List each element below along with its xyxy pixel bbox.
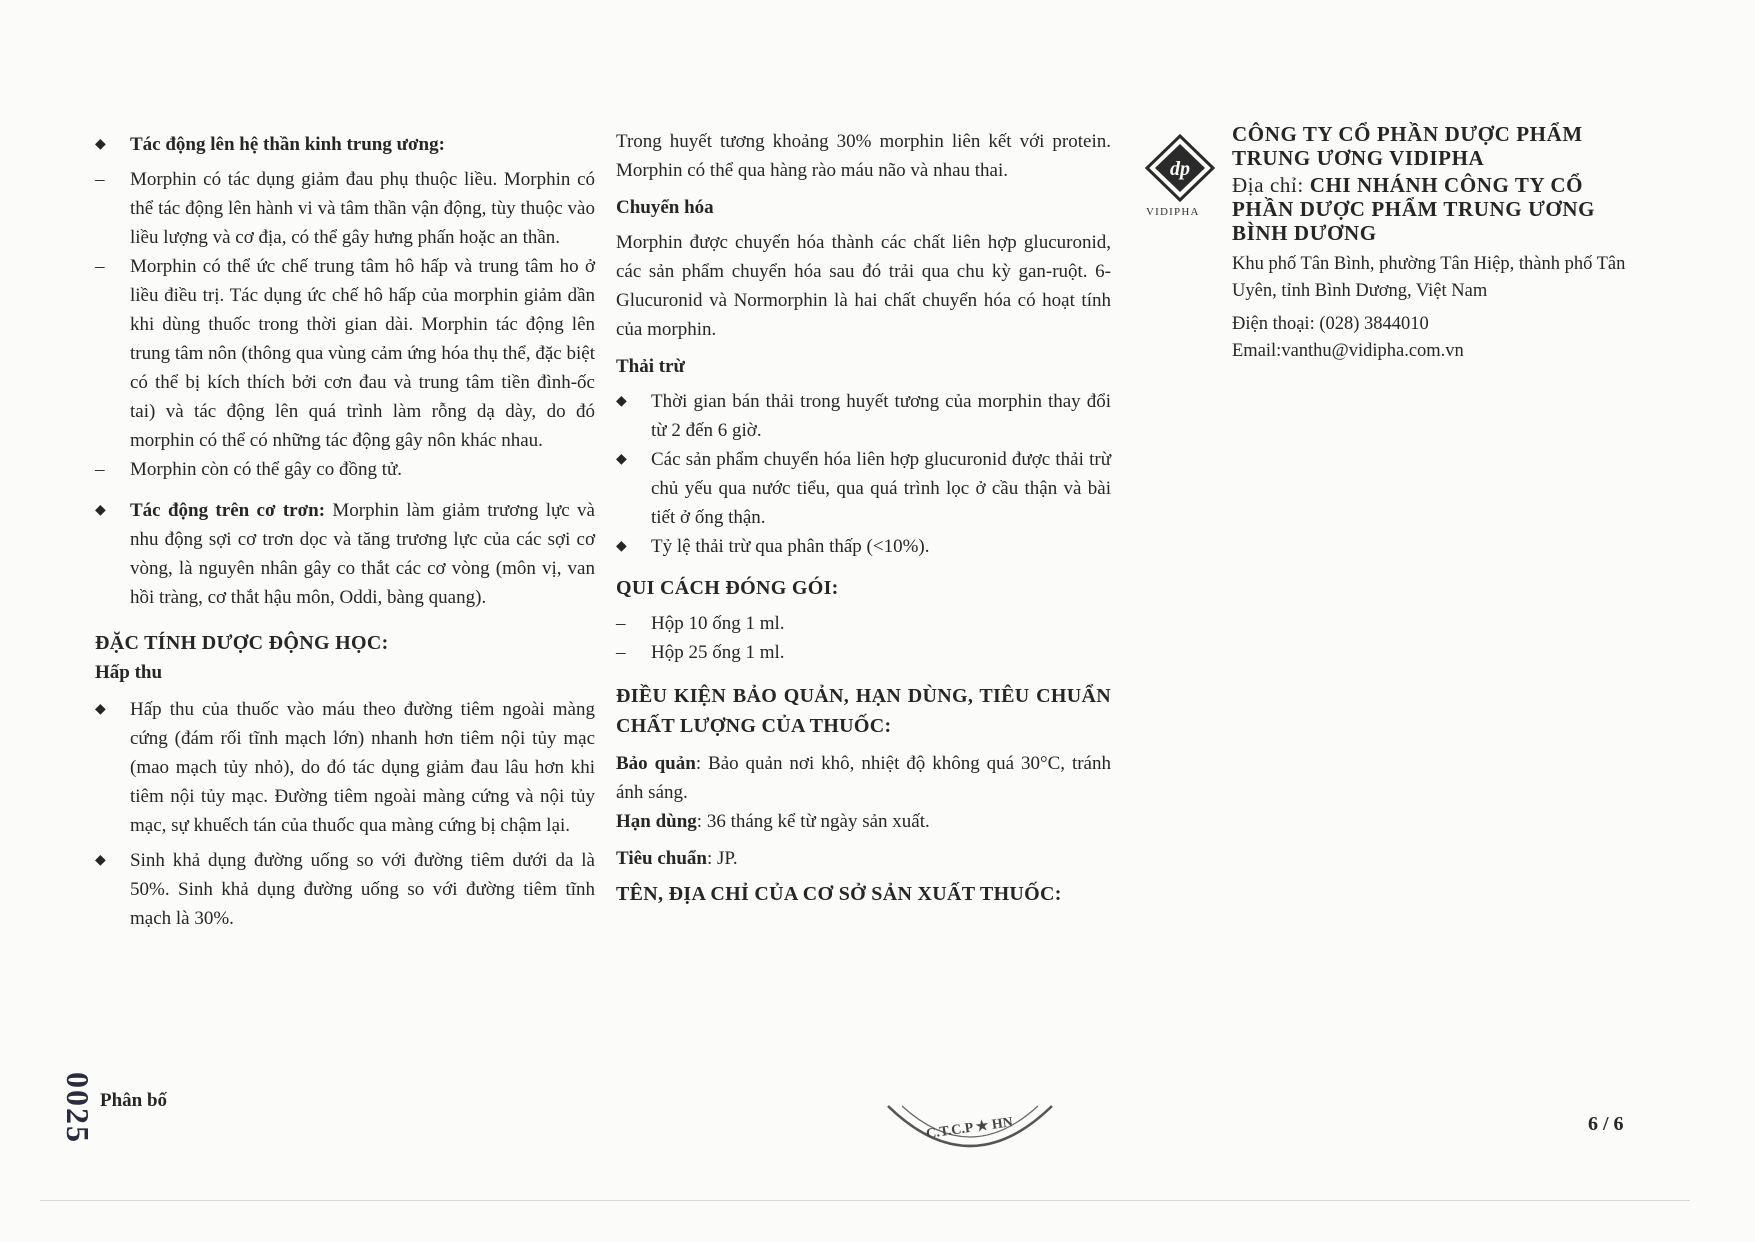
standard-paragraph bbox=[616, 844, 1111, 873]
standard-text: : JP. bbox=[707, 848, 738, 869]
stamp-text: C.T.C.P ★ HN bbox=[925, 1115, 1014, 1143]
elimination-text-1: Thời gian bán thải trong huyết tương của morphin thay đổi từ 2 đến 6 giờ. bbox=[651, 391, 1111, 441]
standard-label: Tiêu chuẩn bbox=[616, 848, 707, 869]
diamond-bullet-icon: ◆ bbox=[95, 702, 106, 717]
company-name: CÔNG TY CỔ PHẦN DƯỢC PHẨM TRUNG ƯƠNG VIDIPHA bbox=[1232, 122, 1583, 170]
elimination-heading: Thải trừ bbox=[616, 356, 685, 377]
storage-label: Bảo quản bbox=[616, 753, 696, 774]
dash-item bbox=[95, 165, 595, 252]
cns-respiratory-text: Morphin có thể ức chế trung tâm hô hấp và trung tâm ho ở liều điều trị. Tác dụng ức chế hô hấp của morphin giảm dần khi dùng thuốc trong thời gian dài. Morphin tác động lên trung tâm nôn (thông qua vùng cảm ứng hóa thụ thể, đặc biệt có thể bị kích thích bởi cơn đau và trung tâm tiền đình-ốc tai) và tác động lên quá trình làm rỗng dạ dày, do đó morphin có thể có những tác động gây nôn khác nhau. bbox=[130, 256, 595, 451]
packaging-heading: QUI CÁCH ĐÓNG GÓI: bbox=[616, 577, 839, 599]
column-left bbox=[95, 130, 595, 939]
protein-binding-text: Trong huyết tương khoảng 30% morphin liên kết với protein. Morphin có thể qua hàng rào máu não và nhau thai. bbox=[616, 131, 1111, 181]
smooth-muscle-paragraph bbox=[130, 496, 595, 612]
metabolism-heading: Chuyển hóa bbox=[616, 197, 714, 218]
storage-paragraph bbox=[616, 749, 1111, 807]
expiry-paragraph bbox=[616, 807, 1111, 836]
manufacturer-heading: TÊN, ĐỊA CHỈ CỦA CƠ SỞ SẢN XUẤT THUỐC: bbox=[616, 883, 1062, 905]
column-right bbox=[1232, 122, 1627, 365]
elimination-text-3: Tỷ lệ thải trừ qua phân thấp (<10%). bbox=[651, 536, 930, 557]
dash-marker: – bbox=[95, 169, 105, 190]
bullet-absorption-route bbox=[95, 695, 595, 840]
expiry-text: : 36 tháng kể từ ngày sản xuất. bbox=[696, 811, 930, 832]
cns-analgesia-text: Morphin có tác dụng giảm đau phụ thuộc liều. Morphin có thể tác động lên hành vi và tâm thần vận động, tùy thuộc vào liều lượng và cơ địa, có thể gây hưng phấn hoặc an thần. bbox=[130, 169, 595, 248]
diamond-bullet-icon: ◆ bbox=[616, 452, 627, 467]
bullet-bioavailability bbox=[95, 846, 595, 933]
dash-marker: – bbox=[616, 642, 626, 663]
bullet-smooth-muscle bbox=[95, 496, 595, 612]
elimination-text-2: Các sản phẩm chuyển hóa liên hợp glucuronid được thải trừ chủ yếu qua nước tiểu, qua quá trình lọc ở cầu thận và bài tiết ở ống thận. bbox=[651, 449, 1111, 528]
bullet-half-life bbox=[616, 387, 1111, 445]
bullet-fecal-excretion bbox=[616, 532, 1111, 561]
distribution-heading: Phân bố bbox=[100, 1090, 168, 1111]
dash-marker: – bbox=[95, 256, 105, 277]
address-line: Khu phố Tân Bình, phường Tân Hiệp, thành phố Tân Uyên, tỉnh Bình Dương, Việt Nam bbox=[1232, 254, 1626, 301]
phone-text: Điện thoại: (028) 3844010 bbox=[1232, 314, 1429, 334]
expiry-label: Hạn dùng bbox=[616, 811, 697, 832]
bullet-renal-excretion bbox=[616, 445, 1111, 532]
storage-heading: ĐIỀU KIỆN BẢO QUẢN, HẠN DÙNG, TIÊU CHUẨN CHẤT LƯỢNG CỦA THUỐC: bbox=[616, 685, 1111, 737]
dash-item bbox=[95, 252, 595, 455]
address-label: Địa chỉ: bbox=[1232, 173, 1310, 197]
diamond-bullet-icon: ◆ bbox=[95, 137, 106, 152]
dash-marker: – bbox=[95, 459, 105, 480]
absorption-text-2: Sinh khả dụng đường uống so với đường tiêm dưới da là 50%. Sinh khả dụng đường uống so với đường tiêm tĩnh mạch là 30%. bbox=[130, 850, 595, 929]
diamond-bullet-icon: ◆ bbox=[616, 539, 627, 554]
page-number: 6 / 6 bbox=[1588, 1113, 1624, 1135]
pack-text-2: Hộp 25 ống 1 ml. bbox=[651, 642, 785, 663]
pharmacokinetics-heading: ĐẶC TÍNH DƯỢC ĐỘNG HỌC: bbox=[95, 632, 389, 654]
cns-miosis-text: Morphin còn có thể gây co đồng tử. bbox=[130, 459, 403, 480]
dash-item bbox=[95, 455, 595, 484]
column-middle bbox=[616, 127, 1111, 909]
pack-item bbox=[616, 638, 1111, 667]
pack-text-1: Hộp 10 ống 1 ml. bbox=[651, 613, 785, 634]
company-stamp bbox=[880, 1096, 1060, 1166]
email-text: Email:vanthu@vidipha.com.vn bbox=[1232, 341, 1464, 361]
dash-marker: – bbox=[616, 613, 626, 634]
absorption-text-1: Hấp thu của thuốc vào máu theo đường tiêm ngoài màng cứng (đám rối tĩnh mạch lớn) nhanh hơn tiêm nội tủy mạc (mao mạch tủy nhỏ), do đó tác dụng giảm đau lâu hơn khi tiêm nội tủy mạc. Đường tiêm ngoài màng cứng và nội tủy mạc, sự khuếch tán của thuốc qua màng cứng bị chậm lại. bbox=[130, 699, 595, 836]
side-handwritten-code: 0025 bbox=[60, 1072, 96, 1144]
smooth-muscle-text: Morphin làm giảm trương lực và nhu động sợi cơ trơn dọc và tăng trương lực của các sợi cơ vòng, là nguyên nhân gây co thắt các cơ vòng (môn vị, van hồi tràng, cơ thắt hậu môn, Oddi, bàng quang). bbox=[130, 500, 595, 608]
address-branch-name: CHI NHÁNH CÔNG TY CỔ PHẦN DƯỢC PHẨM TRUNG ƯƠNG BÌNH DƯƠNG bbox=[1232, 173, 1596, 245]
diamond-bullet-icon: ◆ bbox=[95, 853, 106, 868]
diamond-bullet-icon: ◆ bbox=[616, 394, 627, 409]
pack-item bbox=[616, 609, 1111, 638]
diamond-bullet-icon: ◆ bbox=[95, 503, 106, 518]
company-address-block bbox=[1232, 173, 1627, 245]
cns-heading: Tác động lên hệ thần kinh trung ương: bbox=[130, 134, 445, 155]
bullet-cns bbox=[95, 130, 595, 159]
absorption-heading: Hấp thu bbox=[95, 662, 163, 683]
bottom-divider bbox=[40, 1200, 1690, 1201]
smooth-muscle-heading: Tác động trên cơ trơn: bbox=[130, 500, 326, 521]
svg-text:dp: dp bbox=[1170, 158, 1190, 180]
storage-text: : Bảo quản nơi khô, nhiệt độ không quá 30°C, tránh ánh sáng. bbox=[616, 753, 1111, 803]
logo-caption: VIDIPHA bbox=[1146, 206, 1200, 218]
metabolism-text: Morphin được chuyển hóa thành các chất liên hợp glucuronid, các sản phẩm chuyển hóa sau đó trải qua chu kỳ gan-ruột. 6-Glucuronid và Normorphin là hai chất chuyển hóa có hoạt tính của morphin. bbox=[616, 232, 1111, 340]
